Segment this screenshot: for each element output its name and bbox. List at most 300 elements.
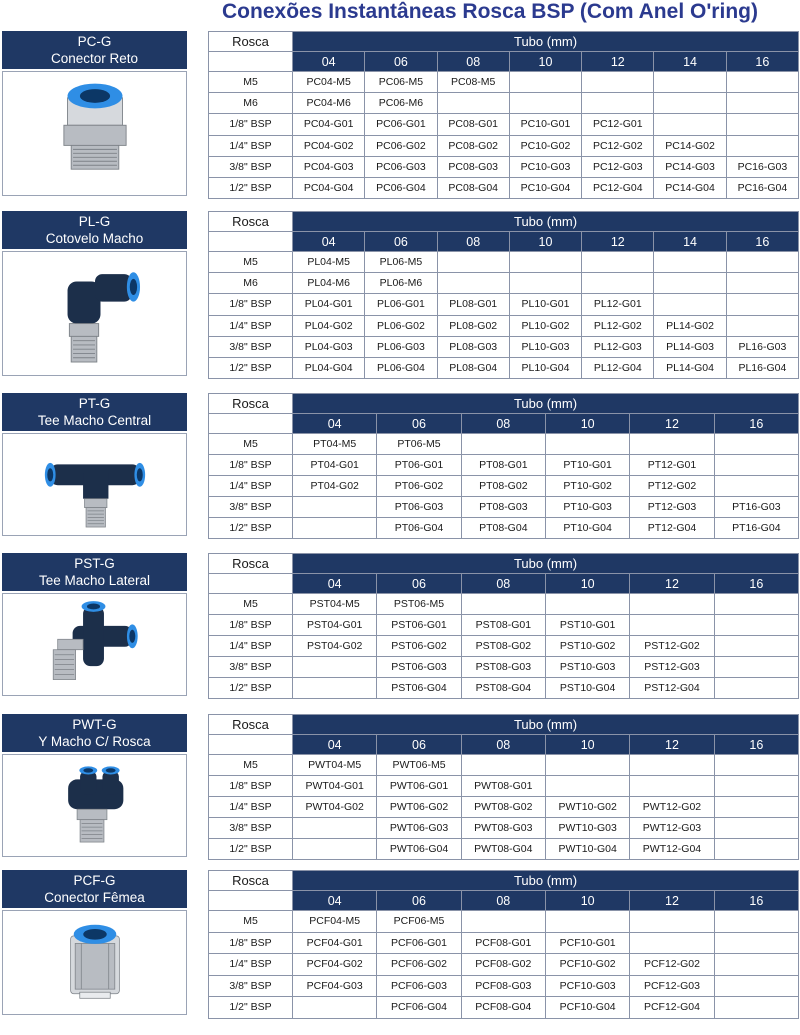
- part-number-cell: PL04-M6: [293, 273, 365, 294]
- thread-size-cell: 1/2" BSP: [209, 357, 293, 378]
- thread-size-cell: 1/2" BSP: [209, 839, 293, 860]
- product-name: Conector Reto: [50, 51, 139, 66]
- tee-central-connector-icon: [2, 433, 187, 536]
- product-name: Cotovelo Macho: [45, 231, 144, 246]
- tubo-header: Tubo (mm): [293, 32, 799, 52]
- tube-size-header: 14: [654, 52, 726, 72]
- part-number-cell: PCF04-G02: [293, 954, 377, 976]
- tubo-header: Tubo (mm): [293, 554, 799, 574]
- tube-size-header: 08: [437, 232, 509, 252]
- product-section-pc-g: [0, 31, 800, 199]
- part-number-cell: PT10-G01: [545, 455, 629, 476]
- part-number-cell: PC14-G03: [654, 156, 726, 177]
- part-number-table: [208, 870, 799, 1019]
- blank-header-cell: [209, 574, 293, 594]
- product-code: PL-G: [78, 214, 111, 229]
- product-label: [2, 714, 187, 752]
- part-number-cell: [726, 315, 798, 336]
- part-number-cell: PL12-G03: [582, 336, 654, 357]
- part-number-cell: PL14-G03: [654, 336, 726, 357]
- part-number-cell: PST04-G01: [293, 615, 377, 636]
- part-number-cell: PL04-G04: [293, 357, 365, 378]
- part-number-table: [208, 211, 799, 379]
- table-row: [209, 497, 799, 518]
- tube-size-header: 08: [461, 414, 545, 434]
- tube-size-header: 04: [293, 891, 377, 911]
- part-number-cell: [654, 93, 726, 114]
- part-number-cell: PWT08-G02: [461, 797, 545, 818]
- thread-size-cell: M5: [209, 755, 293, 776]
- part-number-cell: PL10-G02: [509, 315, 581, 336]
- product-name: Y Macho C/ Rosca: [38, 734, 151, 749]
- part-number-cell: PL04-M5: [293, 252, 365, 273]
- thread-size-cell: 3/8" BSP: [209, 497, 293, 518]
- part-number-cell: PC06-G04: [365, 177, 437, 198]
- part-number-cell: PWT10-G02: [545, 797, 629, 818]
- part-number-cell: PCF06-G02: [377, 954, 461, 976]
- tube-size-header: 12: [630, 414, 714, 434]
- thread-size-cell: M5: [209, 434, 293, 455]
- part-number-cell: PT10-G03: [545, 497, 629, 518]
- part-number-cell: [545, 755, 629, 776]
- part-number-cell: [630, 434, 714, 455]
- part-number-cell: PT08-G01: [461, 455, 545, 476]
- part-number-cell: PC12-G02: [582, 135, 654, 156]
- table-row: [209, 615, 799, 636]
- page-title: Conexões Instantâneas Rosca BSP (Com Anel O'ring): [222, 0, 758, 23]
- part-number-cell: PCF08-G03: [461, 975, 545, 997]
- part-number-cell: [630, 932, 714, 954]
- thread-size-cell: 1/8" BSP: [209, 615, 293, 636]
- part-number-cell: PST04-G02: [293, 636, 377, 657]
- tube-size-header: 04: [293, 574, 377, 594]
- part-number-cell: [714, 797, 798, 818]
- table-row: [209, 294, 799, 315]
- part-number-table: [208, 31, 799, 199]
- part-number-cell: PWT06-G04: [377, 839, 461, 860]
- part-number-cell: PL08-G03: [437, 336, 509, 357]
- tube-size-header: 06: [377, 891, 461, 911]
- thread-size-cell: M5: [209, 252, 293, 273]
- part-number-cell: PST12-G02: [630, 636, 714, 657]
- part-number-cell: PC16-G03: [726, 156, 798, 177]
- part-number-cell: PC12-G03: [582, 156, 654, 177]
- part-number-cell: PT12-G03: [630, 497, 714, 518]
- part-number-cell: PC04-M6: [293, 93, 365, 114]
- part-number-cell: PST04-M5: [293, 594, 377, 615]
- part-number-cell: PWT06-G02: [377, 797, 461, 818]
- product-section-pt-g: [0, 393, 800, 538]
- part-number-cell: [714, 678, 798, 699]
- part-number-cell: PC06-G01: [365, 114, 437, 135]
- blank-header-cell: [209, 891, 293, 911]
- table-row: [209, 657, 799, 678]
- part-number-cell: PCF04-G03: [293, 975, 377, 997]
- product-label: [2, 870, 187, 908]
- part-number-cell: PST08-G03: [461, 657, 545, 678]
- part-number-cell: PWT04-M5: [293, 755, 377, 776]
- thread-size-cell: 3/8" BSP: [209, 156, 293, 177]
- table-row: [209, 315, 799, 336]
- product-section-pwt-g: [0, 714, 800, 859]
- part-number-cell: PT16-G04: [714, 518, 798, 539]
- part-number-cell: [654, 252, 726, 273]
- product-label: [2, 31, 187, 69]
- part-number-cell: PST06-G02: [377, 636, 461, 657]
- part-number-cell: PC06-M5: [365, 72, 437, 93]
- part-number-cell: PST08-G02: [461, 636, 545, 657]
- thread-size-cell: 1/8" BSP: [209, 776, 293, 797]
- part-number-cell: PT16-G03: [714, 497, 798, 518]
- part-number-cell: PC10-G02: [509, 135, 581, 156]
- tube-size-header: 16: [714, 735, 798, 755]
- part-number-cell: PL10-G03: [509, 336, 581, 357]
- part-number-cell: PCF04-G01: [293, 932, 377, 954]
- rosca-header: Rosca: [209, 715, 293, 735]
- part-number-cell: PCF08-G01: [461, 932, 545, 954]
- part-number-cell: PL12-G02: [582, 315, 654, 336]
- thread-size-cell: 3/8" BSP: [209, 336, 293, 357]
- part-number-cell: [461, 434, 545, 455]
- thread-size-cell: 1/4" BSP: [209, 954, 293, 976]
- product-label: [2, 393, 187, 431]
- part-number-cell: PT04-G01: [293, 455, 377, 476]
- part-number-cell: PT06-G03: [377, 497, 461, 518]
- part-number-cell: [714, 975, 798, 997]
- part-number-cell: [545, 594, 629, 615]
- table-row: [209, 997, 799, 1019]
- table-row: [209, 755, 799, 776]
- part-number-cell: PC04-G04: [293, 177, 365, 198]
- product-code: PST-G: [74, 556, 115, 571]
- part-number-cell: PWT10-G04: [545, 839, 629, 860]
- part-number-cell: [630, 776, 714, 797]
- part-number-cell: PL04-G03: [293, 336, 365, 357]
- thread-size-cell: 1/2" BSP: [209, 678, 293, 699]
- tubo-header: Tubo (mm): [293, 871, 799, 891]
- part-number-cell: PC10-G04: [509, 177, 581, 198]
- tube-size-header: 06: [377, 574, 461, 594]
- part-number-cell: [714, 594, 798, 615]
- table-row: [209, 636, 799, 657]
- part-number-cell: [714, 755, 798, 776]
- product-code: PT-G: [78, 396, 111, 411]
- part-number-cell: [726, 252, 798, 273]
- thread-size-cell: M5: [209, 72, 293, 93]
- part-number-cell: PT08-G02: [461, 476, 545, 497]
- part-number-cell: PST10-G01: [545, 615, 629, 636]
- thread-size-cell: 1/4" BSP: [209, 135, 293, 156]
- y-connector-icon: [2, 754, 187, 857]
- table-row: [209, 954, 799, 976]
- part-number-cell: [714, 818, 798, 839]
- part-number-cell: PCF06-G03: [377, 975, 461, 997]
- part-number-cell: PT10-G04: [545, 518, 629, 539]
- tube-size-header: 10: [545, 735, 629, 755]
- part-number-cell: [726, 135, 798, 156]
- part-number-cell: [714, 776, 798, 797]
- table-row: [209, 156, 799, 177]
- part-number-cell: PT06-G01: [377, 455, 461, 476]
- part-number-cell: PST12-G03: [630, 657, 714, 678]
- part-number-cell: PC08-G04: [437, 177, 509, 198]
- tubo-header: Tubo (mm): [293, 212, 799, 232]
- thread-size-cell: 1/4" BSP: [209, 315, 293, 336]
- table-row: [209, 72, 799, 93]
- part-number-cell: PCF10-G02: [545, 954, 629, 976]
- part-number-cell: [509, 72, 581, 93]
- part-number-cell: PL08-G04: [437, 357, 509, 378]
- tube-size-header: 08: [461, 574, 545, 594]
- part-number-cell: PL16-G04: [726, 357, 798, 378]
- part-number-cell: PST06-M5: [377, 594, 461, 615]
- table-row: [209, 177, 799, 198]
- product-label: [2, 553, 187, 591]
- part-number-cell: PT10-G02: [545, 476, 629, 497]
- part-number-cell: PL06-M6: [365, 273, 437, 294]
- table-row: [209, 797, 799, 818]
- part-number-cell: PWT12-G03: [630, 818, 714, 839]
- rosca-header: Rosca: [209, 212, 293, 232]
- tube-size-header: 10: [545, 414, 629, 434]
- part-number-cell: PL12-G01: [582, 294, 654, 315]
- table-row: [209, 336, 799, 357]
- tube-size-header: 16: [714, 414, 798, 434]
- part-number-cell: PL08-G01: [437, 294, 509, 315]
- part-number-cell: PL10-G01: [509, 294, 581, 315]
- table-row: [209, 818, 799, 839]
- part-number-cell: PC04-G01: [293, 114, 365, 135]
- part-number-cell: PCF12-G04: [630, 997, 714, 1019]
- blank-header-cell: [209, 52, 293, 72]
- thread-size-cell: 1/8" BSP: [209, 114, 293, 135]
- product-section-pcf-g: [0, 870, 800, 1018]
- part-number-cell: PL16-G03: [726, 336, 798, 357]
- tube-size-header: 16: [714, 891, 798, 911]
- part-number-cell: PCF10-G01: [545, 932, 629, 954]
- part-number-cell: PWT12-G02: [630, 797, 714, 818]
- product-section-pst-g: [0, 553, 800, 698]
- table-row: [209, 93, 799, 114]
- thread-size-cell: 1/4" BSP: [209, 797, 293, 818]
- part-number-cell: PST08-G04: [461, 678, 545, 699]
- part-number-cell: PT12-G02: [630, 476, 714, 497]
- part-number-cell: PST12-G04: [630, 678, 714, 699]
- part-number-cell: PCF10-G03: [545, 975, 629, 997]
- part-number-cell: [714, 657, 798, 678]
- blank-header-cell: [209, 735, 293, 755]
- part-number-cell: PC12-G01: [582, 114, 654, 135]
- part-number-cell: [293, 678, 377, 699]
- part-number-cell: PC08-G02: [437, 135, 509, 156]
- product-code: PC-G: [77, 34, 112, 49]
- part-number-cell: PC10-G01: [509, 114, 581, 135]
- tube-size-header: 12: [630, 735, 714, 755]
- part-number-cell: PL14-G02: [654, 315, 726, 336]
- part-number-cell: [582, 252, 654, 273]
- tube-size-header: 10: [509, 232, 581, 252]
- thread-size-cell: 1/8" BSP: [209, 294, 293, 315]
- part-number-cell: PC04-G03: [293, 156, 365, 177]
- part-number-cell: PL06-G03: [365, 336, 437, 357]
- part-number-cell: [461, 911, 545, 933]
- part-number-cell: [726, 114, 798, 135]
- rosca-header: Rosca: [209, 871, 293, 891]
- part-number-cell: [714, 954, 798, 976]
- part-number-cell: [654, 72, 726, 93]
- straight-connector-icon: [2, 71, 187, 196]
- thread-size-cell: 3/8" BSP: [209, 818, 293, 839]
- part-number-cell: [726, 93, 798, 114]
- part-number-cell: [654, 273, 726, 294]
- part-number-cell: PL14-G04: [654, 357, 726, 378]
- part-number-cell: PCF06-G01: [377, 932, 461, 954]
- tube-size-header: 12: [582, 232, 654, 252]
- rosca-header: Rosca: [209, 554, 293, 574]
- part-number-cell: PCF10-G04: [545, 997, 629, 1019]
- table-row: [209, 476, 799, 497]
- tube-size-header: 08: [437, 52, 509, 72]
- part-number-cell: [714, 615, 798, 636]
- tube-size-header: 06: [377, 414, 461, 434]
- part-number-cell: PST10-G04: [545, 678, 629, 699]
- tube-size-header: 04: [293, 52, 365, 72]
- table-row: [209, 252, 799, 273]
- part-number-cell: PC06-G03: [365, 156, 437, 177]
- thread-size-cell: 1/2" BSP: [209, 997, 293, 1019]
- thread-size-cell: M6: [209, 93, 293, 114]
- rosca-header: Rosca: [209, 32, 293, 52]
- tube-size-header: 08: [461, 735, 545, 755]
- rosca-header: Rosca: [209, 394, 293, 414]
- thread-size-cell: 3/8" BSP: [209, 657, 293, 678]
- tube-size-header: 16: [714, 574, 798, 594]
- part-number-cell: [437, 273, 509, 294]
- part-number-cell: PT12-G01: [630, 455, 714, 476]
- part-number-cell: PWT06-G03: [377, 818, 461, 839]
- part-number-cell: PL06-G01: [365, 294, 437, 315]
- part-number-cell: PC14-G02: [654, 135, 726, 156]
- table-row: [209, 114, 799, 135]
- part-number-cell: [714, 839, 798, 860]
- part-number-cell: [582, 273, 654, 294]
- part-number-cell: [630, 594, 714, 615]
- product-name: Tee Macho Central: [37, 413, 152, 428]
- tube-size-header: 12: [630, 891, 714, 911]
- part-number-cell: PST10-G03: [545, 657, 629, 678]
- tee-lateral-connector-icon: [2, 593, 187, 696]
- part-number-cell: [714, 434, 798, 455]
- part-number-cell: [293, 997, 377, 1019]
- part-number-cell: [654, 294, 726, 315]
- part-number-cell: PST06-G01: [377, 615, 461, 636]
- part-number-cell: [437, 252, 509, 273]
- tube-size-header: 10: [545, 574, 629, 594]
- part-number-cell: PST06-G03: [377, 657, 461, 678]
- table-row: [209, 273, 799, 294]
- part-number-cell: [714, 455, 798, 476]
- part-number-table: [208, 714, 799, 860]
- tube-size-header: 10: [509, 52, 581, 72]
- table-row: [209, 839, 799, 860]
- table-row: [209, 518, 799, 539]
- part-number-cell: PC06-G02: [365, 135, 437, 156]
- female-connector-icon: [2, 910, 187, 1015]
- part-number-cell: [293, 839, 377, 860]
- part-number-cell: [293, 518, 377, 539]
- tube-size-header: 04: [293, 232, 365, 252]
- thread-size-cell: 1/8" BSP: [209, 932, 293, 954]
- part-number-cell: [714, 911, 798, 933]
- product-code: PWT-G: [72, 717, 117, 732]
- part-number-cell: PT06-M5: [377, 434, 461, 455]
- part-number-cell: [714, 997, 798, 1019]
- tube-size-header: 16: [726, 52, 798, 72]
- part-number-cell: [293, 497, 377, 518]
- part-number-cell: [545, 911, 629, 933]
- part-number-cell: PL08-G02: [437, 315, 509, 336]
- part-number-cell: [654, 114, 726, 135]
- part-number-cell: PC10-G03: [509, 156, 581, 177]
- part-number-cell: PC16-G04: [726, 177, 798, 198]
- thread-size-cell: 3/8" BSP: [209, 975, 293, 997]
- part-number-cell: PCF06-M5: [377, 911, 461, 933]
- part-number-cell: PC12-G04: [582, 177, 654, 198]
- tube-size-header: 16: [726, 232, 798, 252]
- part-number-cell: PCF04-M5: [293, 911, 377, 933]
- thread-size-cell: 1/4" BSP: [209, 476, 293, 497]
- part-number-cell: PT08-G03: [461, 497, 545, 518]
- part-number-cell: [509, 273, 581, 294]
- table-row: [209, 434, 799, 455]
- thread-size-cell: 1/2" BSP: [209, 177, 293, 198]
- part-number-cell: [714, 476, 798, 497]
- thread-size-cell: M5: [209, 594, 293, 615]
- table-row: [209, 357, 799, 378]
- product-section-pl-g: [0, 211, 800, 379]
- part-number-cell: PC04-M5: [293, 72, 365, 93]
- tube-size-header: 14: [654, 232, 726, 252]
- tube-size-header: 06: [365, 232, 437, 252]
- part-number-cell: [545, 434, 629, 455]
- table-row: [209, 594, 799, 615]
- part-number-table: [208, 393, 799, 539]
- table-row: [209, 911, 799, 933]
- table-row: [209, 975, 799, 997]
- part-number-cell: PL04-G01: [293, 294, 365, 315]
- part-number-cell: PWT08-G01: [461, 776, 545, 797]
- table-row: [209, 776, 799, 797]
- tube-size-header: 06: [377, 735, 461, 755]
- blank-header-cell: [209, 232, 293, 252]
- table-row: [209, 678, 799, 699]
- part-number-cell: [726, 273, 798, 294]
- part-number-cell: PWT08-G04: [461, 839, 545, 860]
- thread-size-cell: 1/8" BSP: [209, 455, 293, 476]
- part-number-cell: [630, 615, 714, 636]
- tube-size-header: 06: [365, 52, 437, 72]
- thread-size-cell: 1/4" BSP: [209, 636, 293, 657]
- tube-size-header: 12: [630, 574, 714, 594]
- part-number-cell: PCF12-G02: [630, 954, 714, 976]
- part-number-cell: [582, 93, 654, 114]
- part-number-cell: PCF08-G04: [461, 997, 545, 1019]
- product-code: PCF-G: [73, 873, 116, 888]
- part-number-cell: PL12-G04: [582, 357, 654, 378]
- tube-size-header: 04: [293, 735, 377, 755]
- part-number-cell: [630, 911, 714, 933]
- part-number-cell: [714, 932, 798, 954]
